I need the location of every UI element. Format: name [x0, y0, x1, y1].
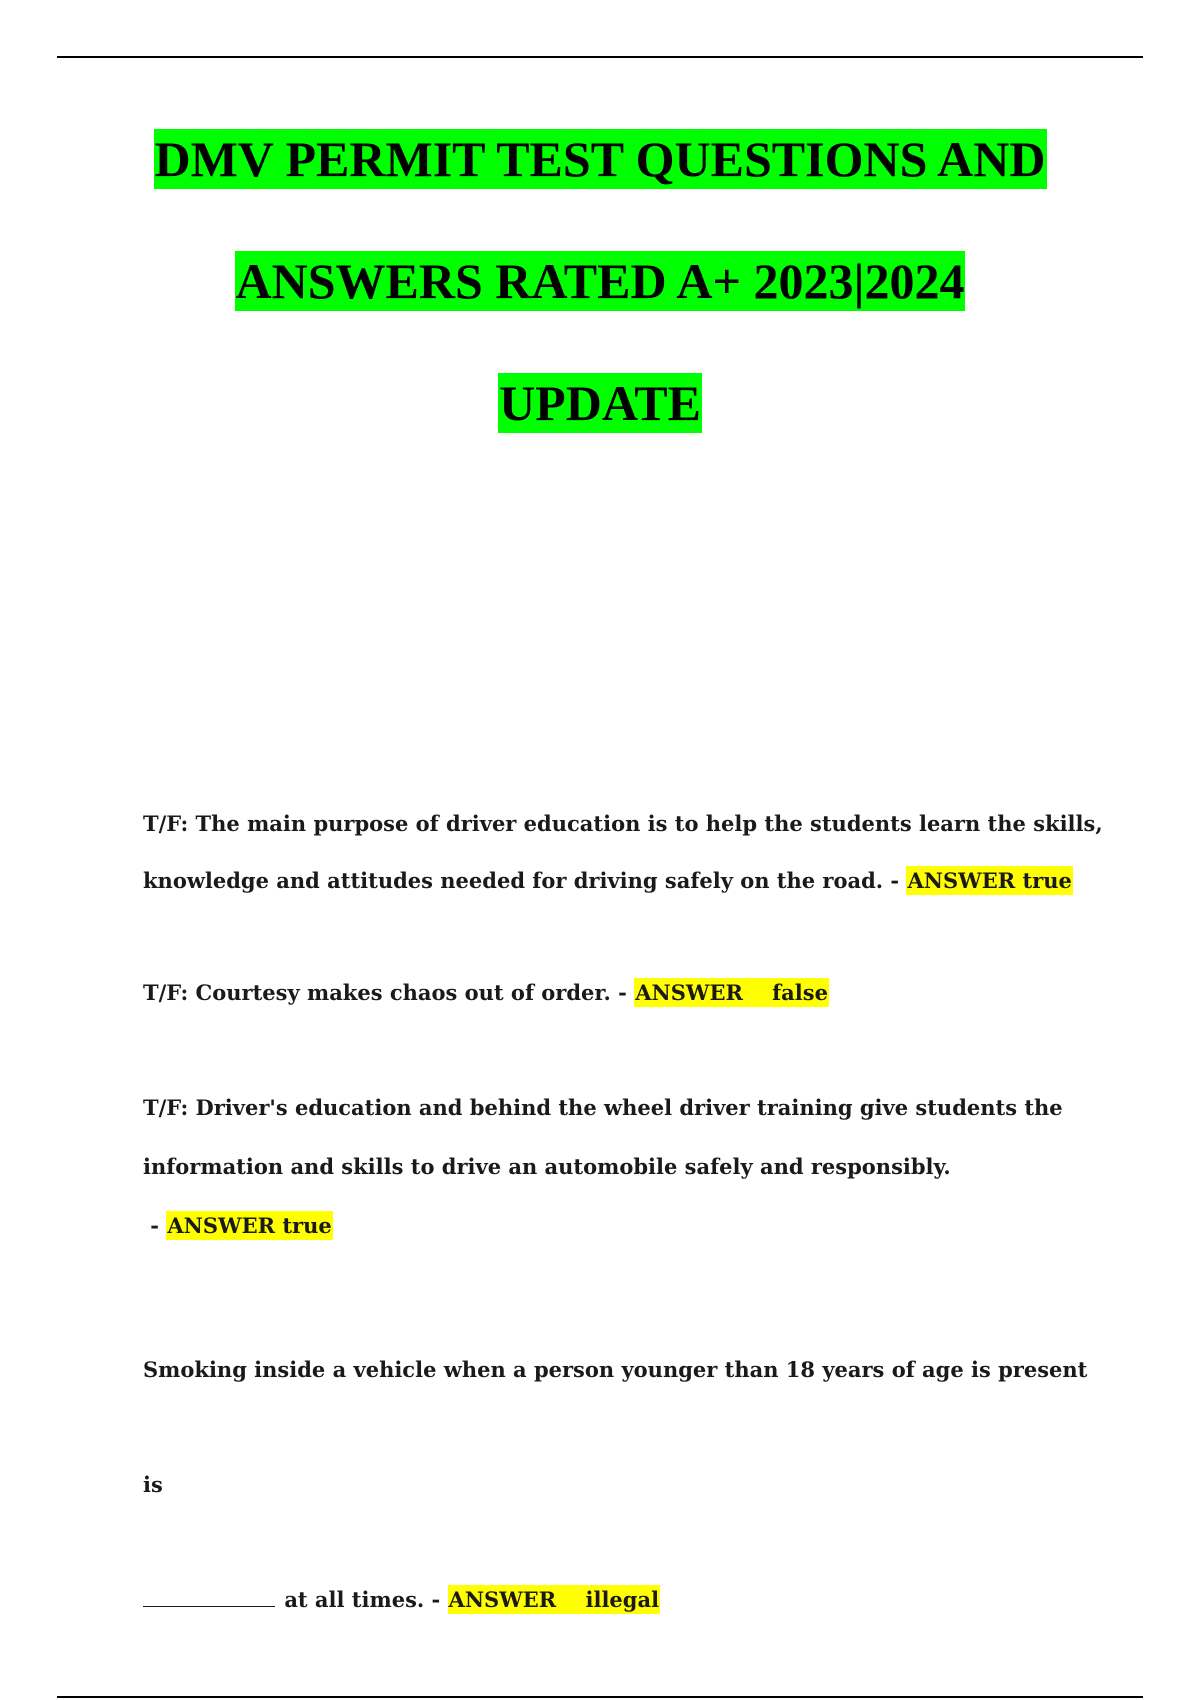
answer-highlight: ANSWER false: [635, 980, 828, 1005]
answer-highlight: ANSWER true: [167, 1213, 332, 1238]
answer-separator: -: [143, 1213, 167, 1238]
title-line-2: ANSWERS RATED A+ 2023|2024: [235, 253, 965, 309]
answer-highlight: ANSWER illegal: [448, 1587, 660, 1612]
question-item-3: [143, 1078, 1103, 1255]
answer-highlight: ANSWER true: [907, 868, 1072, 893]
answer-separator: -: [610, 980, 635, 1005]
top-divider: [57, 56, 1143, 58]
title-line-3: UPDATE: [499, 375, 701, 431]
question-item-1: [143, 795, 1103, 909]
question-text: T/F: The main purpose of driver education is to help the students learn the skills, knowledge and attitudes needed for driving safely on the road.: [143, 811, 1103, 893]
fill-in-blank: [143, 1584, 275, 1607]
answer-separator: -: [883, 868, 907, 893]
question-text-after-blank: at all times.: [284, 1587, 425, 1612]
question-item-4: [143, 1312, 1103, 1657]
title-line-1: DMV PERMIT TEST QUESTIONS AND: [154, 131, 1046, 187]
document-title: [60, 118, 1140, 484]
question-item-2: [143, 964, 1103, 1021]
question-text: T/F: Courtesy makes chaos out of order.: [143, 980, 611, 1005]
answer-separator: -: [424, 1587, 448, 1612]
bottom-divider: [57, 1696, 1143, 1698]
question-text: Smoking inside a vehicle when a person younger than 18 years of age is present is: [143, 1357, 1088, 1497]
question-text: T/F: Driver's education and behind the wheel driver training give students the information and skills to drive an automobile safely and responsibly.: [143, 1095, 1063, 1179]
